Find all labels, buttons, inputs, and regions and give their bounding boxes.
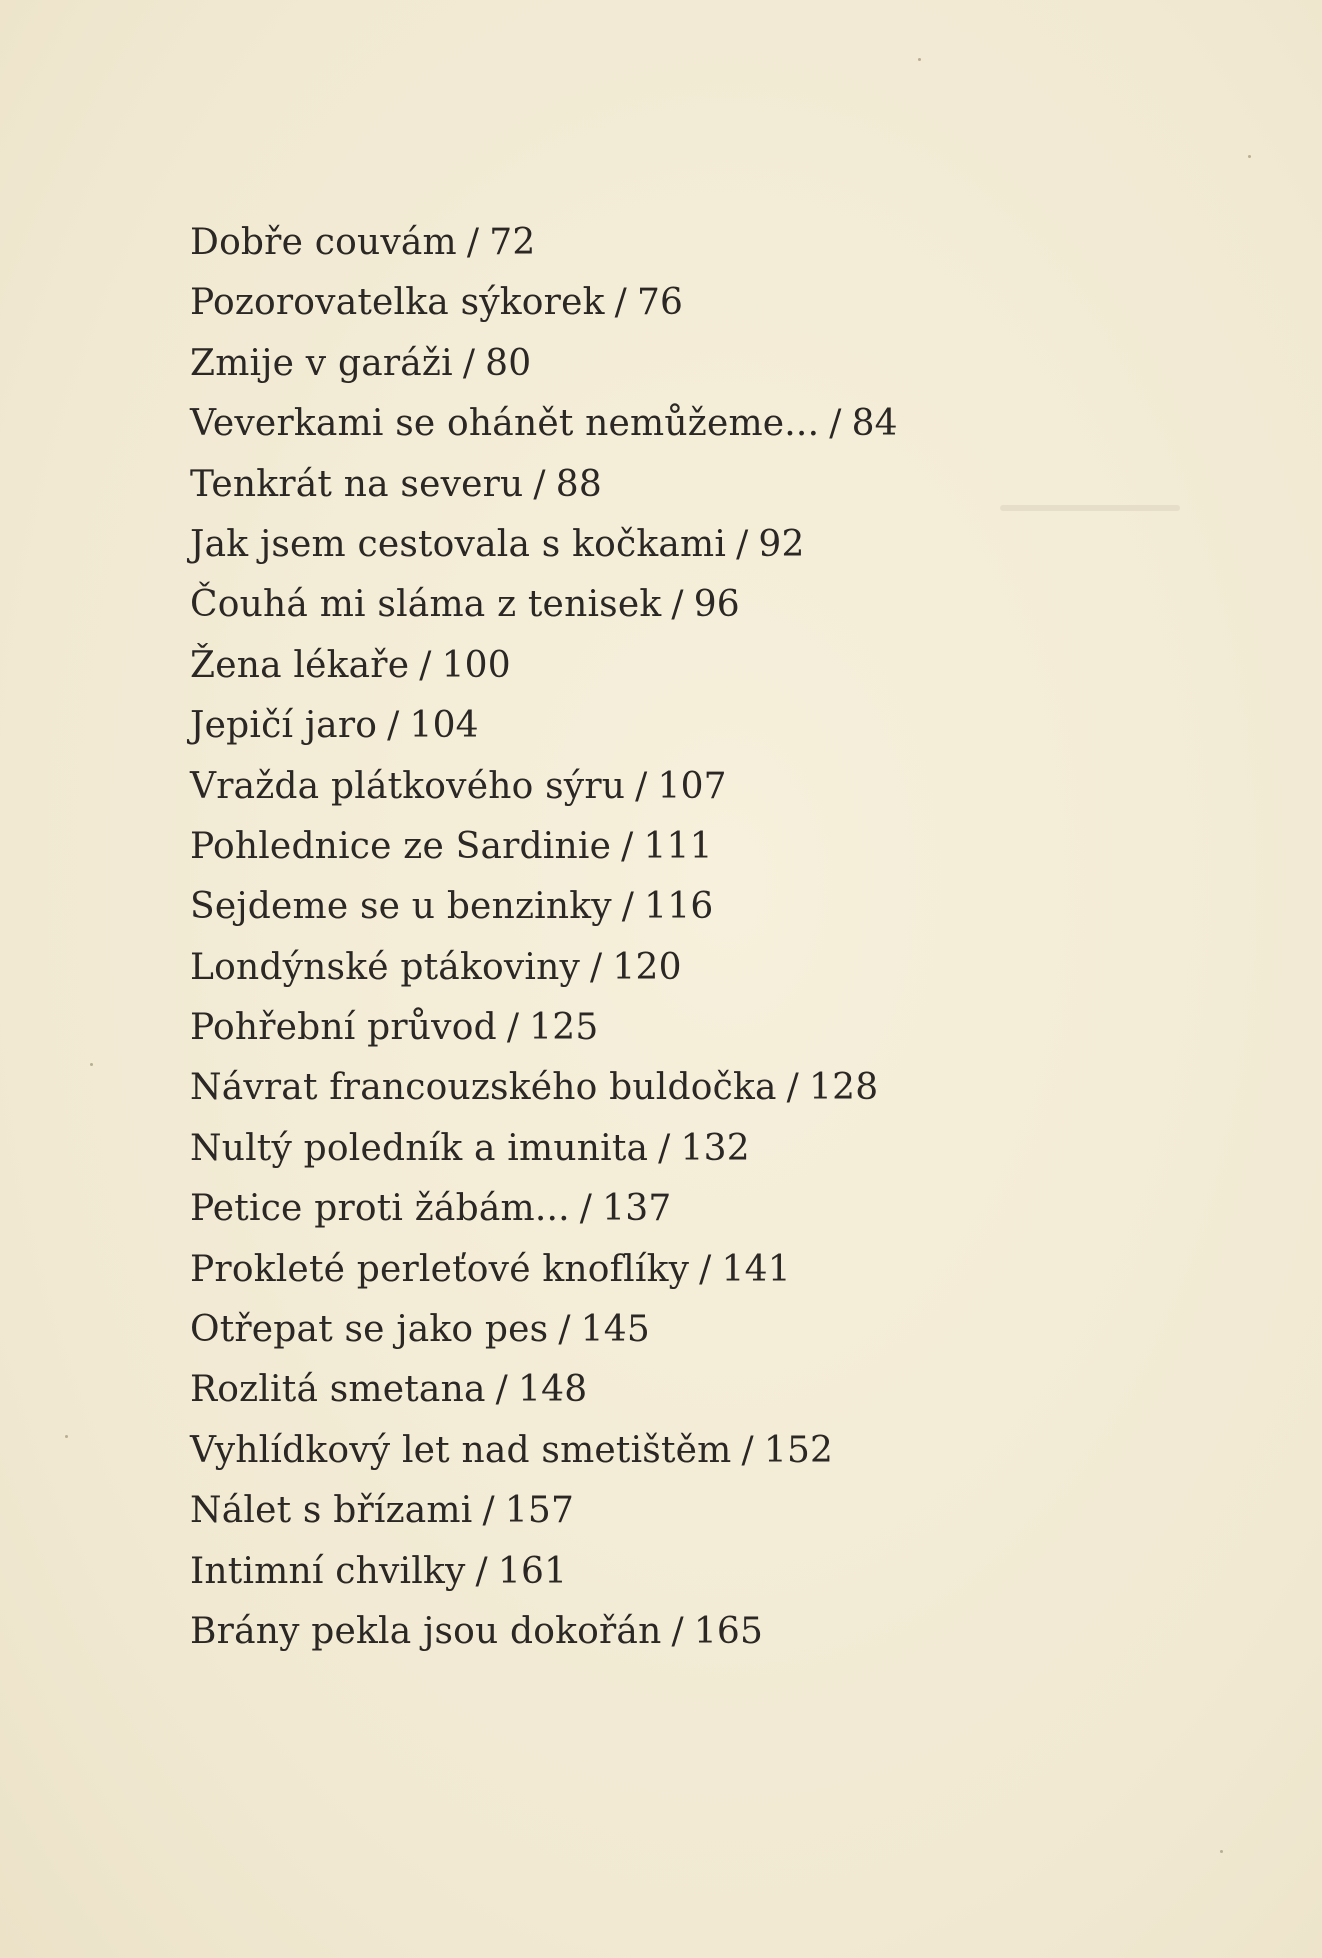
toc-separator: / (621, 825, 634, 867)
toc-entry-page: 111 (643, 825, 713, 867)
toc-entry (190, 394, 898, 454)
toc-entry-title: Veverkami se ohánět nemůžeme... (190, 403, 820, 445)
toc-entry (190, 1602, 898, 1662)
toc-separator: / (558, 1309, 571, 1351)
toc-entry-page: 107 (657, 765, 727, 807)
toc-entry-page: 128 (809, 1067, 879, 1109)
toc-entry (190, 696, 898, 756)
toc-separator: / (621, 886, 635, 928)
toc-entry (190, 1360, 898, 1420)
toc-entry-title: Brány pekla jsou dokořán (190, 1610, 662, 1652)
toc-separator: / (635, 765, 648, 807)
toc-entry-title: Návrat francouzského buldočka (190, 1067, 777, 1109)
toc-entry-page: 120 (612, 946, 682, 988)
toc-entry-page: 141 (721, 1248, 791, 1290)
toc-entry-page: 84 (851, 403, 898, 445)
toc-entry (190, 273, 898, 333)
toc-entry-title: Pozorovatelka sýkorek (190, 282, 605, 324)
toc-entry (190, 213, 898, 273)
toc-entry-page: 76 (636, 282, 684, 324)
toc-entry-page: 137 (602, 1188, 672, 1230)
toc-entry-page: 104 (409, 705, 479, 747)
toc-entry-title: Pohlednice ze Sardinie (190, 825, 612, 867)
toc-entry-title: Petice proti žábám... (190, 1188, 570, 1230)
table-of-contents (190, 213, 898, 1662)
toc-entry (190, 1481, 898, 1541)
toc-entry-title: Žena lékaře (190, 644, 410, 686)
toc-separator: / (579, 1188, 593, 1230)
toc-entry-title: Pohřební průvod (190, 1007, 497, 1049)
toc-entry-title: Londýnské ptákoviny (190, 946, 581, 988)
toc-entry (190, 334, 898, 394)
paper-speck (90, 1063, 93, 1066)
toc-entry-page: 72 (489, 222, 536, 263)
toc-separator: / (736, 523, 749, 565)
paper-speck (65, 1435, 68, 1438)
paper-speck (1248, 155, 1251, 158)
toc-entry-page: 132 (680, 1127, 750, 1169)
toc-separator: / (475, 1550, 488, 1592)
toc-separator: / (495, 1369, 508, 1411)
toc-separator: / (658, 1127, 671, 1169)
toc-entry-page: 161 (497, 1550, 568, 1592)
toc-entry (190, 1058, 898, 1118)
toc-separator: / (671, 1610, 684, 1652)
toc-entry-title: Vyhlídkový let nad smetištěm (190, 1429, 732, 1471)
show-through-rule (1000, 505, 1180, 511)
toc-separator: / (699, 1248, 712, 1290)
toc-entry-title: Jepičí jaro (190, 705, 378, 747)
toc-entry-page: 165 (693, 1610, 764, 1652)
toc-entry-page: 157 (504, 1490, 575, 1532)
toc-entry-title: Čouhá mi sláma z tenisek (190, 584, 662, 626)
toc-entry-title: Otřepat se jako pes (190, 1309, 549, 1351)
toc-separator: / (786, 1067, 799, 1109)
toc-entry (190, 1300, 898, 1360)
toc-entry-title: Sejdeme se u benzinky (190, 886, 612, 928)
toc-entry-title: Nálet s břízami (190, 1490, 473, 1532)
toc-entry-page: 100 (441, 644, 511, 686)
toc-entry-page: 116 (644, 886, 714, 928)
toc-entry (190, 1240, 898, 1300)
toc-separator: / (533, 463, 546, 505)
toc-separator: / (462, 342, 476, 384)
toc-entry-title: Nultý poledník a imunita (190, 1127, 649, 1169)
paper-speck (918, 58, 921, 61)
toc-entry (190, 938, 898, 998)
toc-entry (190, 877, 898, 937)
toc-separator: / (829, 403, 842, 445)
toc-entry (190, 757, 898, 817)
toc-entry-page: 80 (485, 342, 532, 384)
toc-separator: / (741, 1429, 754, 1471)
toc-entry-page: 125 (529, 1007, 599, 1049)
toc-separator: / (506, 1007, 520, 1049)
toc-entry (190, 575, 898, 635)
toc-entry (190, 636, 898, 696)
toc-entry-page: 88 (555, 463, 602, 505)
toc-separator: / (671, 584, 684, 626)
toc-separator: / (614, 282, 627, 324)
toc-entry-page: 148 (517, 1369, 588, 1411)
toc-entry (190, 515, 898, 575)
toc-entry-title: Vražda plátkového sýru (190, 765, 626, 807)
toc-entry (190, 1119, 898, 1179)
toc-entry-page: 92 (758, 523, 805, 565)
toc-entry-page: 96 (693, 584, 740, 626)
toc-entry-title: Jak jsem cestovala s kočkami (190, 523, 727, 565)
toc-entry (190, 1421, 898, 1481)
paper-speck (1220, 1850, 1223, 1853)
toc-entry (190, 998, 898, 1058)
toc-separator: / (419, 644, 432, 686)
toc-entry (190, 455, 898, 515)
toc-entry-title: Dobře couvám (190, 222, 457, 263)
toc-separator: / (482, 1490, 495, 1532)
toc-separator: / (466, 222, 480, 263)
toc-entry-page: 152 (763, 1429, 834, 1471)
toc-entry-title: Intimní chvilky (190, 1550, 466, 1592)
toc-entry-title: Zmije v garáži (190, 342, 453, 384)
toc-entry-page: 145 (580, 1309, 650, 1351)
toc-entry-title: Tenkrát na severu (190, 463, 524, 505)
toc-separator: / (387, 705, 400, 747)
toc-separator: / (590, 946, 603, 988)
toc-entry-title: Prokleté perleťové knoflíky (190, 1248, 690, 1290)
toc-entry (190, 1542, 898, 1602)
toc-entry-title: Rozlitá smetana (190, 1369, 486, 1411)
toc-entry (190, 817, 898, 877)
toc-entry (190, 1179, 898, 1239)
